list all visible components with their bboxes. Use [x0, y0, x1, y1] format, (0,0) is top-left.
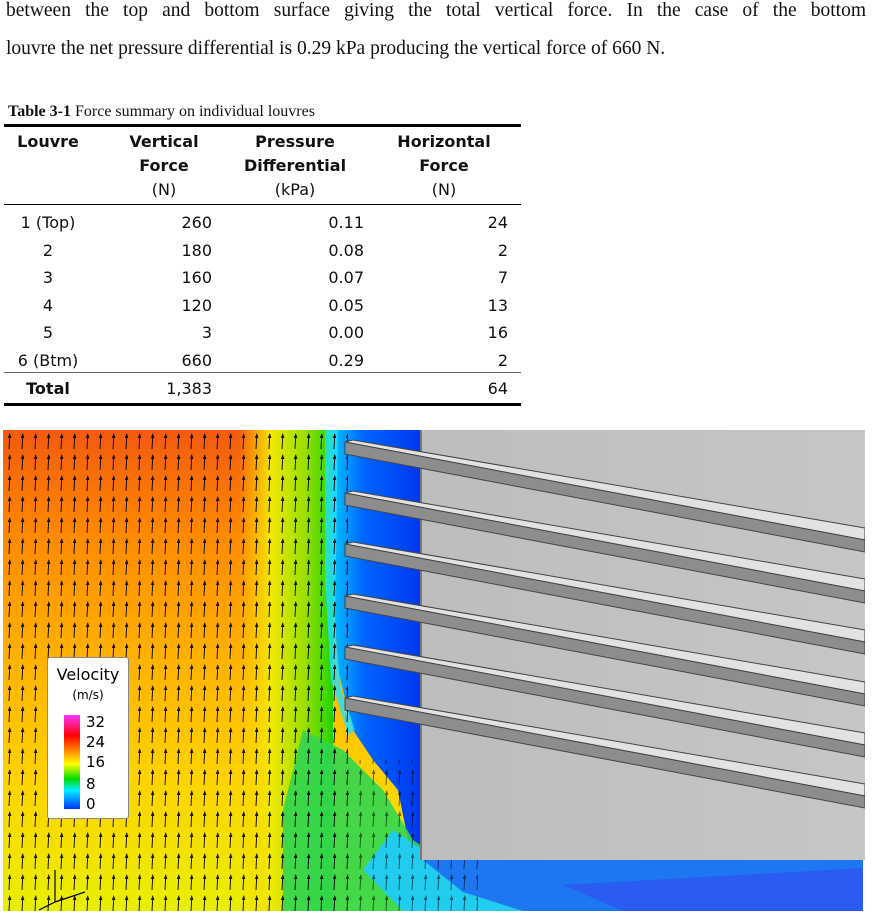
table-cell: 120	[181, 296, 212, 315]
table-cell: 0.11	[328, 213, 364, 232]
header-horizontal-force: Force	[419, 156, 469, 175]
table-cell: 0.08	[328, 241, 364, 260]
legend-tick: 24	[86, 733, 106, 751]
table-cell: 2	[497, 241, 508, 260]
table-total-label: Total	[26, 379, 70, 398]
body-paragraph	[6, 0, 866, 76]
table-cell: 13	[487, 296, 508, 315]
legend-color-bar	[64, 715, 80, 809]
header-horizontal-force-unit: (N)	[431, 180, 457, 199]
table-total-cell: 1,383	[166, 379, 212, 398]
header-louvre: Louvre	[17, 132, 79, 151]
header-vertical-force: Vertical	[129, 132, 199, 151]
table-cell: 2	[497, 351, 508, 370]
legend-tick: 32	[86, 713, 106, 731]
table-total-cell: 64	[487, 379, 508, 398]
header-vertical-force-unit: (N)	[151, 180, 177, 199]
header-vertical-force: Force	[139, 156, 189, 175]
table-cell: 260	[181, 213, 212, 232]
velocity-contour-image	[3, 430, 865, 911]
table-cell: 0.00	[328, 323, 364, 342]
table-caption-text: Force summary on individual louvres	[70, 103, 315, 120]
header-pressure-differential: Differential	[243, 156, 347, 175]
legend-title: Velocity	[56, 665, 120, 684]
table-cell: 5	[42, 323, 54, 342]
header-horizontal-force: Horizontal	[397, 132, 491, 151]
header-pressure-differential-unit: (kPa)	[274, 180, 316, 199]
paragraph-line: between the top and bottom surface giving the total vertical force. In the case of the bottom	[6, 0, 866, 21]
table-cell: 160	[181, 268, 212, 287]
table-cell: 6 (Btm)	[17, 351, 79, 370]
velocity-legend	[47, 657, 129, 819]
table-cell: 3	[42, 268, 54, 287]
table-cell: 180	[181, 241, 212, 260]
legend-tick: 0	[86, 795, 96, 813]
cfd-velocity-figure	[3, 430, 865, 911]
legend-tick: 8	[86, 775, 96, 793]
table-cell: 1 (Top)	[20, 213, 76, 232]
table-cell: 660	[181, 351, 212, 370]
table-caption-label: Table 3-1	[8, 103, 71, 120]
table-cell: 24	[487, 213, 508, 232]
table-cell: 7	[497, 268, 508, 287]
header-pressure-differential: Pressure	[255, 132, 335, 151]
legend-tick: 16	[86, 753, 106, 771]
table-bottom-rule	[4, 403, 521, 406]
table-cell: 2	[42, 241, 54, 260]
legend-unit: (m/s)	[72, 688, 104, 702]
table-cell: 0.29	[328, 351, 364, 370]
paragraph-line: louvre the net pressure differential is 0.29 kPa producing the vertical force of 660 N.	[6, 38, 666, 59]
table-total-rule	[4, 372, 521, 373]
table-caption	[8, 103, 315, 121]
table-cell: 4	[42, 296, 54, 315]
table-header-rule	[4, 204, 521, 205]
force-summary-table	[4, 124, 521, 406]
table-cell: 0.05	[328, 296, 364, 315]
table-cell: 16	[487, 323, 508, 342]
table-cell: 0.07	[328, 268, 364, 287]
table-cell: 3	[201, 323, 212, 342]
table-top-rule	[4, 124, 521, 127]
